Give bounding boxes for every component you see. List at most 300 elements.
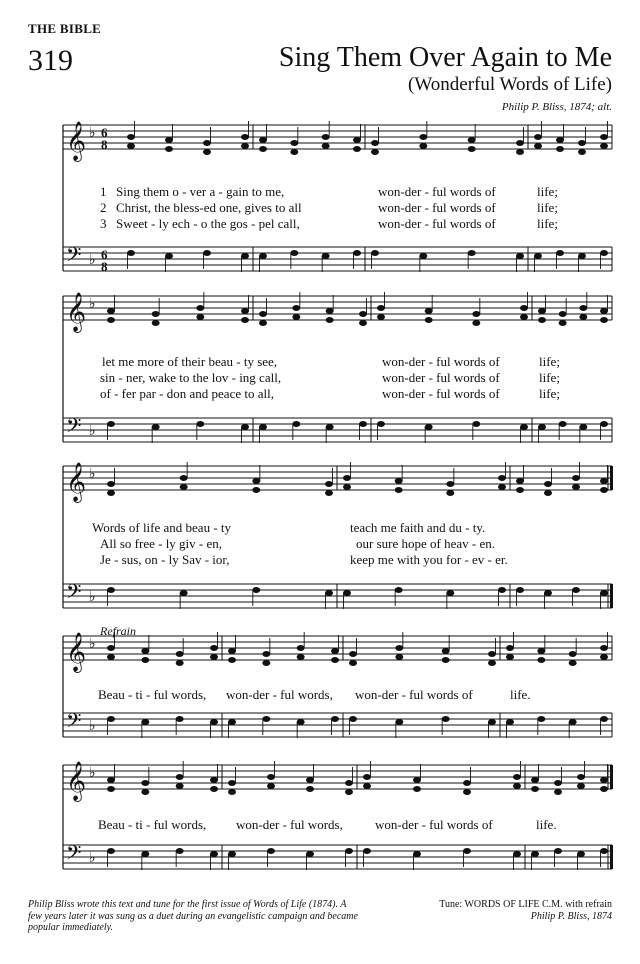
note-head xyxy=(292,314,300,320)
note-head xyxy=(468,250,476,256)
note-head xyxy=(210,851,218,857)
running-head: THE BIBLE xyxy=(28,21,102,36)
note-head xyxy=(252,478,260,484)
note-head xyxy=(107,587,115,593)
note-head xyxy=(513,774,521,780)
note-head xyxy=(463,848,471,854)
note-head xyxy=(425,424,433,430)
note-head xyxy=(446,481,454,487)
note-head xyxy=(210,654,218,660)
lyric-segment: life; xyxy=(537,200,558,215)
note-head xyxy=(203,149,211,155)
note-head xyxy=(446,590,454,596)
note-head xyxy=(413,851,421,857)
lyric-segment: life; xyxy=(537,184,558,199)
note-head xyxy=(165,253,173,259)
note-head xyxy=(516,149,524,155)
note-head xyxy=(600,777,608,783)
note-head xyxy=(578,253,586,259)
note-head xyxy=(331,657,339,663)
tune-author: Philip P. Bliss, 1874 xyxy=(530,910,612,922)
lyric-segment: life; xyxy=(537,216,558,231)
note-head xyxy=(600,317,608,323)
note-head xyxy=(141,780,149,786)
note-head xyxy=(259,320,267,326)
note-head xyxy=(306,777,314,783)
note-head xyxy=(559,320,567,326)
note-head xyxy=(554,780,562,786)
note-head xyxy=(363,783,371,789)
note-head xyxy=(572,587,580,593)
note-head xyxy=(363,848,371,854)
note-head xyxy=(577,851,585,857)
note-head xyxy=(371,250,379,256)
note-head xyxy=(241,317,249,323)
note-head xyxy=(165,137,173,143)
bass-clef: 𝄢 xyxy=(66,709,82,737)
note-head xyxy=(600,134,608,140)
tune-info xyxy=(439,899,612,922)
note-head xyxy=(297,719,305,725)
note-head xyxy=(267,783,275,789)
note-head xyxy=(600,421,608,427)
lyric-segment: Beau - ti - ful words, xyxy=(98,817,207,832)
note-head xyxy=(107,317,115,323)
note-head xyxy=(463,789,471,795)
verse-number: 2 xyxy=(100,200,107,215)
note-head xyxy=(210,777,218,783)
note-head xyxy=(326,424,334,430)
note-head xyxy=(203,250,211,256)
note-head xyxy=(359,311,367,317)
note-head xyxy=(107,716,115,722)
note-head xyxy=(516,487,524,493)
lyric-segment: won-der - ful words, xyxy=(236,817,343,832)
note-head xyxy=(577,783,585,789)
note-head xyxy=(349,716,357,722)
note-head xyxy=(297,654,305,660)
note-head xyxy=(210,786,218,792)
note-head xyxy=(395,645,403,651)
note-head xyxy=(371,140,379,146)
note-head xyxy=(600,478,608,484)
flat-sign: ♭ xyxy=(89,423,96,439)
note-head xyxy=(516,253,524,259)
note-head xyxy=(292,421,300,427)
note-head xyxy=(579,305,587,311)
note-head xyxy=(127,134,135,140)
note-head xyxy=(196,314,204,320)
flat-sign: ♭ xyxy=(89,466,96,482)
lyric-segment: Words of life and beau - ty xyxy=(92,520,232,535)
note-head xyxy=(419,143,427,149)
note-head xyxy=(513,783,521,789)
lyric-segment: life; xyxy=(539,386,560,401)
note-head xyxy=(180,484,188,490)
note-head xyxy=(290,250,298,256)
lyric-segment: sin - ner, wake to the lov - ing call, xyxy=(100,370,282,385)
note-head xyxy=(141,657,149,663)
note-head xyxy=(176,660,184,666)
note-head xyxy=(600,143,608,149)
lyric-segment: Beau - ti - ful words, xyxy=(98,687,207,702)
note-head xyxy=(176,716,184,722)
note-head xyxy=(516,478,524,484)
note-head xyxy=(127,143,135,149)
note-head xyxy=(538,308,546,314)
lyric-segment: Christ, the bless-ed one, gives to all xyxy=(116,200,302,215)
final-barline xyxy=(610,466,613,490)
note-head xyxy=(325,590,333,596)
note-head xyxy=(556,137,564,143)
note-head xyxy=(325,490,333,496)
lyric-segment: our sure hope of heav - en. xyxy=(356,536,495,551)
note-head xyxy=(488,651,496,657)
note-head xyxy=(267,848,275,854)
final-barline xyxy=(610,845,613,869)
note-head xyxy=(343,590,351,596)
note-head xyxy=(210,719,218,725)
note-head xyxy=(498,475,506,481)
note-head xyxy=(331,716,339,722)
flat-sign: ♭ xyxy=(89,252,96,268)
note-head xyxy=(569,660,577,666)
note-head xyxy=(165,146,173,152)
note-head xyxy=(127,250,135,256)
note-head xyxy=(516,587,524,593)
lyric-segment: life. xyxy=(510,687,531,702)
final-barline xyxy=(610,765,613,789)
flat-sign: ♭ xyxy=(89,765,96,781)
lyric-segment: let me more of their beau - ty see, xyxy=(102,354,278,369)
note-head xyxy=(569,651,577,657)
note-head xyxy=(252,587,260,593)
note-head xyxy=(359,320,367,326)
note-head xyxy=(152,424,160,430)
hymn-number: 319 xyxy=(28,44,73,77)
note-head xyxy=(297,645,305,651)
note-head xyxy=(531,851,539,857)
note-head xyxy=(600,786,608,792)
note-head xyxy=(343,484,351,490)
note-head xyxy=(107,777,115,783)
final-barline xyxy=(610,584,613,608)
note-head xyxy=(343,475,351,481)
note-head xyxy=(534,143,542,149)
treble-clef: 𝄞 xyxy=(66,632,87,672)
note-head xyxy=(228,851,236,857)
note-head xyxy=(520,314,528,320)
note-head xyxy=(331,648,339,654)
note-head xyxy=(600,590,608,596)
note-head xyxy=(531,777,539,783)
note-head xyxy=(531,786,539,792)
note-head xyxy=(107,848,115,854)
lyric-segment: Je - sus, on - ly Sav - ior, xyxy=(100,552,230,567)
note-head xyxy=(442,657,450,663)
note-head xyxy=(241,134,249,140)
note-head xyxy=(345,848,353,854)
author-attribution: Philip P. Bliss, 1874; alt. xyxy=(501,101,612,113)
lyric-segment: life. xyxy=(536,817,557,832)
note-head xyxy=(377,305,385,311)
note-head xyxy=(395,719,403,725)
note-head xyxy=(498,484,506,490)
note-head xyxy=(107,490,115,496)
note-head xyxy=(292,305,300,311)
note-head xyxy=(241,253,249,259)
note-head xyxy=(325,481,333,487)
note-head xyxy=(267,774,275,780)
note-head xyxy=(322,134,330,140)
note-head xyxy=(446,490,454,496)
verse-number: 3 xyxy=(100,216,107,231)
note-head xyxy=(345,780,353,786)
note-head xyxy=(488,719,496,725)
note-head xyxy=(196,421,204,427)
note-head xyxy=(572,484,580,490)
bass-clef: 𝄢 xyxy=(66,414,82,442)
note-head xyxy=(556,250,564,256)
note-head xyxy=(241,308,249,314)
lyric-segment: won-der - ful words of xyxy=(382,370,500,385)
bass-clef: 𝄢 xyxy=(66,243,82,271)
note-head xyxy=(579,424,587,430)
note-head xyxy=(290,149,298,155)
tune-name: Tune: WORDS OF LIFE C.M. with refrain xyxy=(439,899,612,910)
note-head xyxy=(472,311,480,317)
note-head xyxy=(554,789,562,795)
note-head xyxy=(345,789,353,795)
note-head xyxy=(259,137,267,143)
lyric-segment: Sweet - ly ech - o the gos - pel call, xyxy=(116,216,300,231)
note-head xyxy=(107,654,115,660)
note-head xyxy=(107,421,115,427)
note-head xyxy=(395,654,403,660)
flat-sign: ♭ xyxy=(89,125,96,141)
note-head xyxy=(413,777,421,783)
note-head xyxy=(544,590,552,596)
note-head xyxy=(572,475,580,481)
lyric-segment: won-der - ful words of xyxy=(378,200,496,215)
lyric-segment: Sing them o - ver a - gain to me, xyxy=(116,184,285,199)
note-head xyxy=(262,651,270,657)
note-head xyxy=(472,421,480,427)
note-head xyxy=(472,320,480,326)
note-head xyxy=(241,424,249,430)
note-head xyxy=(516,140,524,146)
note-head xyxy=(196,305,204,311)
refrain-label: Refrain xyxy=(100,624,136,638)
lyric-segment: life; xyxy=(539,370,560,385)
lyric-segment: won-der - ful words of xyxy=(355,687,473,702)
note-head xyxy=(262,716,270,722)
note-head xyxy=(141,648,149,654)
note-head xyxy=(488,660,496,666)
lyric-segment: won-der - ful words of xyxy=(378,184,496,199)
lyric-segment: teach me faith and du - ty. xyxy=(350,520,486,535)
verse-number: 1 xyxy=(100,184,107,199)
note-head xyxy=(176,783,184,789)
note-head xyxy=(468,137,476,143)
note-head xyxy=(228,789,236,795)
note-head xyxy=(579,314,587,320)
note-head xyxy=(538,424,546,430)
note-head xyxy=(176,651,184,657)
note-head xyxy=(578,140,586,146)
treble-clef: 𝄞 xyxy=(66,761,87,801)
note-head xyxy=(107,645,115,651)
note-head xyxy=(419,134,427,140)
note-head xyxy=(107,786,115,792)
note-head xyxy=(463,780,471,786)
time-signature-bottom: 8 xyxy=(101,259,108,274)
note-head xyxy=(228,780,236,786)
note-head xyxy=(600,716,608,722)
note-head xyxy=(107,481,115,487)
lyric-segment: keep me with you for - ev - er. xyxy=(350,552,508,567)
note-head xyxy=(600,308,608,314)
note-head xyxy=(290,140,298,146)
note-head xyxy=(556,146,564,152)
note-head xyxy=(259,253,267,259)
note-head xyxy=(241,143,249,149)
note-head xyxy=(395,587,403,593)
note-head xyxy=(359,421,367,427)
note-head xyxy=(534,253,542,259)
note-head xyxy=(425,308,433,314)
bass-clef: 𝄢 xyxy=(66,841,82,869)
lyric-segment: All so free - ly giv - en, xyxy=(100,536,223,551)
time-signature-top: 6 xyxy=(101,247,108,262)
note-head xyxy=(569,719,577,725)
note-head xyxy=(578,149,586,155)
note-head xyxy=(468,146,476,152)
lyric-segment: won-der - ful words of xyxy=(378,216,496,231)
lyric-segment: won-der - ful words, xyxy=(226,687,333,702)
note-head xyxy=(180,475,188,481)
note-head xyxy=(349,660,357,666)
note-head xyxy=(544,481,552,487)
note-head xyxy=(322,143,330,149)
note-head xyxy=(259,146,267,152)
note-head xyxy=(537,648,545,654)
note-head xyxy=(262,660,270,666)
note-head xyxy=(228,657,236,663)
note-head xyxy=(506,654,514,660)
note-head xyxy=(538,317,546,323)
treble-clef: 𝄞 xyxy=(66,292,87,332)
note-head xyxy=(353,146,361,152)
note-head xyxy=(141,789,149,795)
flat-sign: ♭ xyxy=(89,589,96,605)
treble-clef: 𝄞 xyxy=(66,462,87,502)
note-head xyxy=(377,421,385,427)
note-head xyxy=(107,308,115,314)
note-head xyxy=(180,590,188,596)
note-head xyxy=(554,848,562,854)
note-head xyxy=(252,487,260,493)
flat-sign: ♭ xyxy=(89,296,96,312)
note-head xyxy=(371,149,379,155)
note-head xyxy=(559,421,567,427)
note-head xyxy=(600,487,608,493)
note-head xyxy=(600,645,608,651)
bass-clef: 𝄢 xyxy=(66,580,82,608)
time-signature-bottom: 8 xyxy=(101,137,108,152)
note-head xyxy=(322,253,330,259)
note-head xyxy=(326,308,334,314)
note-head xyxy=(537,657,545,663)
note-head xyxy=(600,654,608,660)
note-head xyxy=(210,645,218,651)
note-head xyxy=(363,774,371,780)
lyric-segment: of - fer par - don and peace to all, xyxy=(100,386,274,401)
flat-sign: ♭ xyxy=(89,718,96,734)
lyric-segment: won-der - ful words of xyxy=(382,354,500,369)
note-head xyxy=(513,851,521,857)
note-head xyxy=(228,648,236,654)
time-signature-top: 6 xyxy=(101,125,108,140)
note-head xyxy=(353,137,361,143)
note-head xyxy=(259,424,267,430)
note-head xyxy=(520,424,528,430)
note-head xyxy=(176,848,184,854)
note-head xyxy=(377,314,385,320)
note-head xyxy=(600,250,608,256)
note-head xyxy=(506,719,514,725)
note-head xyxy=(442,648,450,654)
note-head xyxy=(152,311,160,317)
note-head xyxy=(141,851,149,857)
note-head xyxy=(600,848,608,854)
note-head xyxy=(413,786,421,792)
note-head xyxy=(141,719,149,725)
note-head xyxy=(577,774,585,780)
note-head xyxy=(537,716,545,722)
note-head xyxy=(306,851,314,857)
flat-sign: ♭ xyxy=(89,636,96,652)
note-head xyxy=(203,140,211,146)
note-head xyxy=(259,311,267,317)
lyric-segment: life; xyxy=(539,354,560,369)
note-head xyxy=(498,587,506,593)
note-head xyxy=(349,651,357,657)
note-head xyxy=(353,250,361,256)
lyric-segment: won-der - ful words of xyxy=(382,386,500,401)
note-head xyxy=(228,719,236,725)
note-head xyxy=(425,317,433,323)
note-head xyxy=(395,478,403,484)
note-head xyxy=(152,320,160,326)
note-head xyxy=(306,786,314,792)
note-head xyxy=(534,134,542,140)
note-head xyxy=(520,305,528,311)
note-head xyxy=(559,311,567,317)
note-head xyxy=(442,716,450,722)
hymn-footnote: Philip Bliss wrote this text and tune for the first issue of Words of Life (1874). A few years later it was sung as a duet during an evangelistic campaign and became popular immediately. xyxy=(28,899,358,933)
treble-clef: 𝄞 xyxy=(66,121,87,161)
note-head xyxy=(176,774,184,780)
hymn-subtitle: (Wonderful Words of Life) xyxy=(408,74,612,95)
lyric-segment: won-der - ful words of xyxy=(375,817,493,832)
note-head xyxy=(544,490,552,496)
hymn-title: Sing Them Over Again to Me xyxy=(278,42,612,73)
flat-sign: ♭ xyxy=(89,850,96,866)
note-head xyxy=(395,487,403,493)
note-head xyxy=(326,317,334,323)
note-head xyxy=(419,253,427,259)
